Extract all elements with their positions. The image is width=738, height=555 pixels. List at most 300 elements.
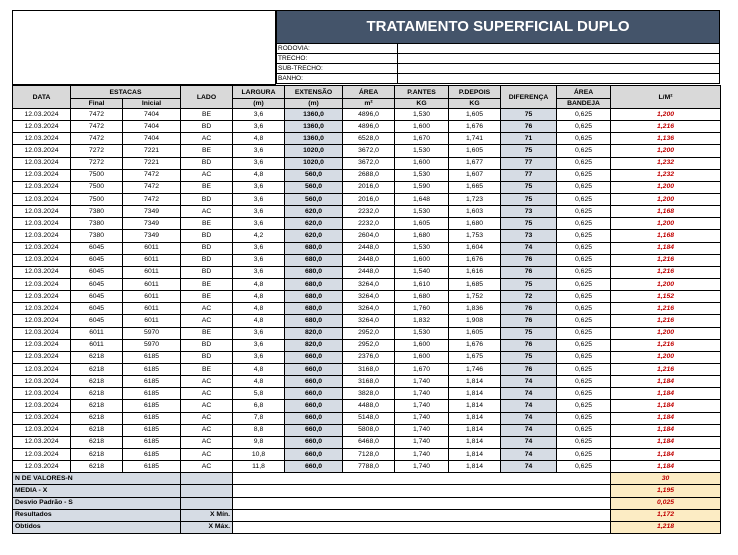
cell-extensao: 620,0 [285, 218, 343, 230]
col-lm: L/M² [611, 86, 721, 109]
col-estacas: ESTACAS [71, 86, 181, 99]
cell-largura: 8,8 [233, 424, 285, 436]
col-data: DATA [13, 86, 71, 109]
cell-lado: AC [181, 303, 233, 315]
cell-diferenca: 73 [501, 206, 557, 218]
cell-data: 12.03.2024 [13, 242, 71, 254]
col-largura: LARGURA [233, 86, 285, 99]
cell-inicial: 6011 [123, 242, 181, 254]
cell-p-depois: 1,741 [449, 133, 501, 145]
cell-largura: 3,6 [233, 218, 285, 230]
cell-data: 12.03.2024 [13, 109, 71, 121]
cell-data: 12.03.2024 [13, 339, 71, 351]
cell-final: 6218 [71, 376, 123, 388]
summary-row [13, 497, 721, 509]
cell-inicial: 6185 [123, 388, 181, 400]
cell-p-depois: 1,675 [449, 351, 501, 363]
cell-p-antes: 1,740 [395, 461, 449, 473]
cell-area-bandeja: 0,625 [557, 376, 611, 388]
cell-data: 12.03.2024 [13, 145, 71, 157]
cell-diferenca: 74 [501, 388, 557, 400]
cell-diferenca: 74 [501, 376, 557, 388]
cell-p-antes: 1,670 [395, 133, 449, 145]
cell-final: 6045 [71, 254, 123, 266]
cell-inicial: 6185 [123, 448, 181, 460]
cell-lm: 1,200 [611, 181, 721, 193]
cell-extensao: 680,0 [285, 278, 343, 290]
cell-p-antes: 1,740 [395, 412, 449, 424]
cell-lado: BE [181, 145, 233, 157]
cell-diferenca: 75 [501, 327, 557, 339]
summary-label: Resultados [13, 509, 181, 521]
cell-data: 12.03.2024 [13, 169, 71, 181]
summary-row [13, 485, 721, 497]
cell-p-antes: 1,680 [395, 230, 449, 242]
cell-p-depois: 1,814 [449, 448, 501, 460]
cell-diferenca: 74 [501, 448, 557, 460]
cell-largura: 3,6 [233, 327, 285, 339]
cell-lm: 1,168 [611, 206, 721, 218]
data-table [12, 85, 721, 534]
cell-largura: 4,8 [233, 363, 285, 375]
cell-area-bandeja: 0,625 [557, 388, 611, 400]
cell-area: 6468,0 [343, 436, 395, 448]
cell-p-antes: 1,832 [395, 315, 449, 327]
cell-diferenca: 77 [501, 157, 557, 169]
table-row [13, 363, 721, 375]
cell-lm: 1,184 [611, 448, 721, 460]
col-diferenca: DIFERENÇA [501, 86, 557, 109]
col-inicial: Inicial [123, 99, 181, 109]
cell-diferenca: 76 [501, 363, 557, 375]
cell-extensao: 660,0 [285, 388, 343, 400]
cell-data: 12.03.2024 [13, 436, 71, 448]
cell-largura: 4,2 [233, 230, 285, 242]
cell-extensao: 680,0 [285, 254, 343, 266]
cell-area: 2016,0 [343, 181, 395, 193]
cell-area: 3672,0 [343, 157, 395, 169]
table-row [13, 461, 721, 473]
cell-p-depois: 1,814 [449, 400, 501, 412]
cell-area: 3264,0 [343, 315, 395, 327]
cell-p-depois: 1,814 [449, 436, 501, 448]
cell-data: 12.03.2024 [13, 291, 71, 303]
cell-lm: 1,200 [611, 145, 721, 157]
summary-blank [233, 473, 611, 485]
cell-extensao: 680,0 [285, 242, 343, 254]
cell-inicial: 6185 [123, 400, 181, 412]
cell-lado: BE [181, 291, 233, 303]
cell-lado: AC [181, 315, 233, 327]
cell-diferenca: 74 [501, 436, 557, 448]
table-row [13, 266, 721, 278]
cell-lm: 1,136 [611, 133, 721, 145]
cell-p-depois: 1,723 [449, 193, 501, 205]
summary-blank [233, 509, 611, 521]
cell-data: 12.03.2024 [13, 133, 71, 145]
cell-data: 12.03.2024 [13, 121, 71, 133]
cell-lm: 1,200 [611, 278, 721, 290]
cell-diferenca: 76 [501, 303, 557, 315]
cell-area: 2376,0 [343, 351, 395, 363]
cell-p-depois: 1,604 [449, 242, 501, 254]
cell-lm: 1,216 [611, 363, 721, 375]
cell-inicial: 6185 [123, 363, 181, 375]
cell-largura: 5,8 [233, 388, 285, 400]
cell-diferenca: 76 [501, 121, 557, 133]
summary-label: Desvio Padrão - S [13, 497, 181, 509]
cell-area: 7128,0 [343, 448, 395, 460]
cell-final: 7500 [71, 181, 123, 193]
cell-lado: BE [181, 181, 233, 193]
cell-lado: BD [181, 266, 233, 278]
cell-p-depois: 1,676 [449, 121, 501, 133]
cell-area-bandeja: 0,625 [557, 181, 611, 193]
cell-data: 12.03.2024 [13, 461, 71, 473]
table-row [13, 169, 721, 181]
cell-lado: BE [181, 278, 233, 290]
cell-area-bandeja: 0,625 [557, 424, 611, 436]
table-row [13, 376, 721, 388]
cell-p-antes: 1,600 [395, 121, 449, 133]
cell-p-depois: 1,676 [449, 254, 501, 266]
cell-diferenca: 77 [501, 169, 557, 181]
cell-area-bandeja: 0,625 [557, 461, 611, 473]
cell-inicial: 5970 [123, 327, 181, 339]
summary-value: 30 [611, 473, 721, 485]
cell-largura: 3,6 [233, 121, 285, 133]
cell-lado: BD [181, 230, 233, 242]
cell-final: 6218 [71, 436, 123, 448]
cell-p-antes: 1,760 [395, 303, 449, 315]
cell-p-antes: 1,600 [395, 351, 449, 363]
cell-area-bandeja: 0,625 [557, 339, 611, 351]
cell-area-bandeja: 0,625 [557, 315, 611, 327]
cell-area-bandeja: 0,625 [557, 193, 611, 205]
cell-area: 3828,0 [343, 388, 395, 400]
cell-p-antes: 1,600 [395, 157, 449, 169]
cell-inicial: 7404 [123, 109, 181, 121]
cell-lado: BD [181, 339, 233, 351]
cell-p-antes: 1,610 [395, 278, 449, 290]
cell-final: 7500 [71, 193, 123, 205]
meta-label: SUB-TRECHO: [278, 64, 398, 73]
cell-inicial: 6011 [123, 278, 181, 290]
cell-lado: AC [181, 436, 233, 448]
cell-p-antes: 1,740 [395, 436, 449, 448]
cell-inicial: 7472 [123, 193, 181, 205]
col-extensao-unit: (m) [285, 99, 343, 109]
cell-area-bandeja: 0,625 [557, 351, 611, 363]
cell-lm: 1,184 [611, 376, 721, 388]
summary-value: 1,172 [611, 509, 721, 521]
cell-p-antes: 1,540 [395, 266, 449, 278]
col-area-bandeja: ÁREA [557, 86, 611, 99]
cell-p-depois: 1,605 [449, 109, 501, 121]
cell-final: 7272 [71, 157, 123, 169]
cell-area: 5808,0 [343, 424, 395, 436]
col-lado: LADO [181, 86, 233, 109]
cell-p-depois: 1,752 [449, 291, 501, 303]
cell-diferenca: 76 [501, 266, 557, 278]
cell-lado: BE [181, 109, 233, 121]
cell-area: 2016,0 [343, 193, 395, 205]
cell-p-depois: 1,680 [449, 218, 501, 230]
cell-area: 2448,0 [343, 242, 395, 254]
cell-lm: 1,216 [611, 303, 721, 315]
cell-lm: 1,200 [611, 327, 721, 339]
cell-diferenca: 74 [501, 424, 557, 436]
cell-lado: BE [181, 327, 233, 339]
cell-p-depois: 1,753 [449, 230, 501, 242]
cell-extensao: 660,0 [285, 436, 343, 448]
cell-area: 3264,0 [343, 303, 395, 315]
cell-lm: 1,184 [611, 400, 721, 412]
cell-final: 6045 [71, 242, 123, 254]
cell-inicial: 7404 [123, 133, 181, 145]
cell-extensao: 660,0 [285, 400, 343, 412]
table-row [13, 157, 721, 169]
meta-label: BANHO: [278, 74, 398, 83]
cell-lm: 1,184 [611, 242, 721, 254]
summary-blank [233, 485, 611, 497]
cell-data: 12.03.2024 [13, 181, 71, 193]
cell-p-antes: 1,530 [395, 145, 449, 157]
cell-p-antes: 1,740 [395, 424, 449, 436]
cell-lado: BD [181, 254, 233, 266]
cell-p-depois: 1,677 [449, 157, 501, 169]
summary-value: 1,218 [611, 521, 721, 533]
cell-extensao: 560,0 [285, 169, 343, 181]
cell-data: 12.03.2024 [13, 266, 71, 278]
cell-area: 2448,0 [343, 266, 395, 278]
cell-inicial: 6011 [123, 315, 181, 327]
table-row [13, 412, 721, 424]
cell-area: 2604,0 [343, 230, 395, 242]
table-row [13, 181, 721, 193]
cell-area-bandeja: 0,625 [557, 206, 611, 218]
summary-label: Obtidos [13, 521, 181, 533]
cell-area-bandeja: 0,625 [557, 363, 611, 375]
meta-banho [276, 74, 720, 84]
summary-blank [233, 497, 611, 509]
cell-lado: AC [181, 388, 233, 400]
cell-area-bandeja: 0,625 [557, 157, 611, 169]
cell-final: 6218 [71, 363, 123, 375]
cell-data: 12.03.2024 [13, 412, 71, 424]
cell-inicial: 6185 [123, 424, 181, 436]
cell-area: 3264,0 [343, 291, 395, 303]
cell-largura: 3,6 [233, 206, 285, 218]
cell-lado: BD [181, 193, 233, 205]
cell-area: 2232,0 [343, 206, 395, 218]
cell-largura: 4,8 [233, 133, 285, 145]
cell-final: 6045 [71, 315, 123, 327]
table-row [13, 242, 721, 254]
cell-diferenca: 75 [501, 278, 557, 290]
cell-largura: 4,8 [233, 291, 285, 303]
cell-area-bandeja: 0,625 [557, 400, 611, 412]
cell-final: 6011 [71, 339, 123, 351]
cell-inicial: 6185 [123, 461, 181, 473]
cell-diferenca: 75 [501, 193, 557, 205]
cell-final: 7272 [71, 145, 123, 157]
col-area: ÁREA [343, 86, 395, 99]
cell-data: 12.03.2024 [13, 376, 71, 388]
cell-diferenca: 72 [501, 291, 557, 303]
cell-area-bandeja: 0,625 [557, 254, 611, 266]
summary-sub-label: X Máx. [181, 521, 233, 533]
summary-blank [233, 521, 611, 533]
cell-lm: 1,200 [611, 193, 721, 205]
cell-extensao: 620,0 [285, 230, 343, 242]
cell-lm: 1,168 [611, 230, 721, 242]
cell-p-antes: 1,530 [395, 327, 449, 339]
cell-area-bandeja: 0,625 [557, 145, 611, 157]
cell-data: 12.03.2024 [13, 351, 71, 363]
cell-p-depois: 1,605 [449, 327, 501, 339]
cell-p-antes: 1,740 [395, 388, 449, 400]
table-header [13, 86, 721, 109]
summary-sub-label [181, 497, 233, 509]
cell-lado: AC [181, 169, 233, 181]
cell-p-antes: 1,740 [395, 400, 449, 412]
cell-extensao: 680,0 [285, 303, 343, 315]
summary-section [13, 473, 721, 534]
cell-area-bandeja: 0,625 [557, 436, 611, 448]
cell-lm: 1,184 [611, 388, 721, 400]
cell-area: 2232,0 [343, 218, 395, 230]
cell-largura: 4,8 [233, 315, 285, 327]
cell-largura: 4,8 [233, 303, 285, 315]
cell-p-antes: 1,648 [395, 193, 449, 205]
cell-lm: 1,152 [611, 291, 721, 303]
cell-lado: AC [181, 424, 233, 436]
cell-p-depois: 1,685 [449, 278, 501, 290]
cell-largura: 3,6 [233, 193, 285, 205]
cell-area-bandeja: 0,625 [557, 266, 611, 278]
cell-p-antes: 1,600 [395, 339, 449, 351]
cell-lm: 1,216 [611, 121, 721, 133]
cell-p-antes: 1,530 [395, 109, 449, 121]
cell-area-bandeja: 0,625 [557, 448, 611, 460]
cell-data: 12.03.2024 [13, 327, 71, 339]
cell-largura: 3,6 [233, 254, 285, 266]
cell-diferenca: 75 [501, 181, 557, 193]
cell-lado: AC [181, 448, 233, 460]
cell-largura: 3,6 [233, 242, 285, 254]
cell-data: 12.03.2024 [13, 230, 71, 242]
cell-extensao: 1360,0 [285, 109, 343, 121]
cell-inicial: 6185 [123, 412, 181, 424]
table-row [13, 230, 721, 242]
cell-final: 7380 [71, 218, 123, 230]
cell-data: 12.03.2024 [13, 193, 71, 205]
meta-trecho [276, 54, 720, 64]
cell-lm: 1,232 [611, 169, 721, 181]
cell-extensao: 660,0 [285, 351, 343, 363]
cell-largura: 6,8 [233, 400, 285, 412]
cell-largura: 3,6 [233, 181, 285, 193]
cell-extensao: 1360,0 [285, 133, 343, 145]
cell-diferenca: 76 [501, 315, 557, 327]
cell-extensao: 820,0 [285, 327, 343, 339]
cell-diferenca: 73 [501, 230, 557, 242]
cell-largura: 3,6 [233, 109, 285, 121]
cell-lm: 1,216 [611, 254, 721, 266]
cell-area-bandeja: 0,625 [557, 303, 611, 315]
cell-lm: 1,232 [611, 157, 721, 169]
cell-extensao: 660,0 [285, 412, 343, 424]
cell-diferenca: 74 [501, 412, 557, 424]
cell-final: 6045 [71, 303, 123, 315]
cell-lm: 1,216 [611, 266, 721, 278]
cell-data: 12.03.2024 [13, 400, 71, 412]
cell-inicial: 7221 [123, 145, 181, 157]
cell-diferenca: 74 [501, 461, 557, 473]
cell-inicial: 6011 [123, 266, 181, 278]
cell-data: 12.03.2024 [13, 388, 71, 400]
cell-lado: BD [181, 121, 233, 133]
cell-inicial: 7349 [123, 206, 181, 218]
cell-largura: 3,6 [233, 157, 285, 169]
summary-value: 1,195 [611, 485, 721, 497]
cell-largura: 9,8 [233, 436, 285, 448]
meta-label: RODOVIA: [278, 44, 398, 53]
cell-largura: 4,8 [233, 278, 285, 290]
col-p-antes: P.ANTES [395, 86, 449, 99]
cell-inicial: 7221 [123, 157, 181, 169]
cell-final: 6045 [71, 291, 123, 303]
cell-extensao: 820,0 [285, 339, 343, 351]
cell-data: 12.03.2024 [13, 157, 71, 169]
cell-area: 3264,0 [343, 278, 395, 290]
table-row [13, 388, 721, 400]
cell-p-depois: 1,814 [449, 424, 501, 436]
cell-extensao: 660,0 [285, 376, 343, 388]
sheet-title: TRATAMENTO SUPERFICIAL DUPLO [276, 10, 720, 44]
cell-area: 6528,0 [343, 133, 395, 145]
cell-largura: 7,8 [233, 412, 285, 424]
table-row [13, 193, 721, 205]
cell-area-bandeja: 0,625 [557, 291, 611, 303]
cell-diferenca: 71 [501, 133, 557, 145]
cell-lm: 1,184 [611, 461, 721, 473]
cell-area-bandeja: 0,625 [557, 242, 611, 254]
col-area-bandeja-unit: BANDEJA [557, 99, 611, 109]
cell-area: 2688,0 [343, 169, 395, 181]
cell-area-bandeja: 0,625 [557, 109, 611, 121]
col-p-antes-unit: KG [395, 99, 449, 109]
cell-inicial: 6011 [123, 254, 181, 266]
cell-extensao: 1020,0 [285, 145, 343, 157]
cell-area: 2448,0 [343, 254, 395, 266]
cell-final: 6218 [71, 400, 123, 412]
cell-lado: AC [181, 461, 233, 473]
col-area-unit: m² [343, 99, 395, 109]
cell-largura: 11,8 [233, 461, 285, 473]
table-row [13, 109, 721, 121]
cell-lado: BE [181, 363, 233, 375]
col-largura-unit: (m) [233, 99, 285, 109]
meta-label: TRECHO: [278, 54, 398, 63]
cell-area: 4896,0 [343, 109, 395, 121]
cell-data: 12.03.2024 [13, 254, 71, 266]
cell-p-depois: 1,814 [449, 376, 501, 388]
table-body [13, 109, 721, 473]
cell-final: 6045 [71, 266, 123, 278]
cell-inicial: 7472 [123, 181, 181, 193]
